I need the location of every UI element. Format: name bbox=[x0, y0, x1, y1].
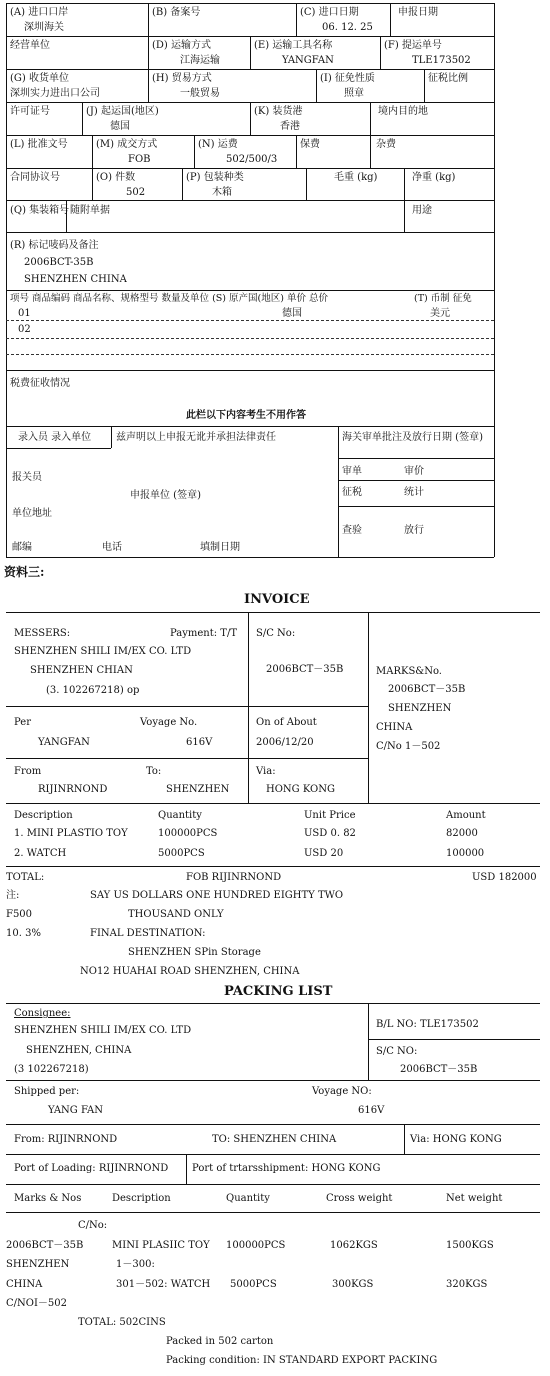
col-description: Description bbox=[112, 1193, 171, 1204]
packing-title: PACKING LIST bbox=[224, 984, 333, 999]
contract-no-label: 合同协议号 bbox=[10, 172, 60, 183]
form-rule bbox=[111, 426, 112, 448]
form-rule bbox=[148, 36, 149, 69]
form-rule bbox=[6, 290, 494, 291]
item-2-net: 320KGS bbox=[446, 1279, 488, 1290]
carton-no-label: C/No: bbox=[78, 1220, 108, 1231]
on-about-value: 2006/12/20 bbox=[256, 737, 314, 748]
buyer-line-3: (3. 102267218) op bbox=[46, 685, 140, 696]
deal-mode-label: (M) 成交方式 bbox=[96, 139, 158, 150]
goods-header-currency: (T) 币制 征免 bbox=[414, 293, 472, 304]
invoice-rule bbox=[6, 866, 540, 867]
vessel-name-label: (E) 运输工具名称 bbox=[254, 40, 333, 51]
form-rule bbox=[370, 135, 371, 168]
record-no-label: (B) 备案号 bbox=[152, 7, 201, 18]
col-net-weight: Net weight bbox=[446, 1193, 503, 1204]
invoice-title: INVOICE bbox=[244, 592, 310, 607]
unit-address-label: 单位地址 bbox=[12, 508, 52, 519]
consignee-line-3: (3 102267218) bbox=[14, 1064, 89, 1075]
levy-nature-label: (I) 征免性质 bbox=[320, 73, 375, 84]
pieces-label: (O) 件数 bbox=[96, 172, 136, 183]
declarant-seal-label: 申报单位 (签章) bbox=[130, 490, 201, 501]
invoice-rule bbox=[6, 803, 540, 804]
trade-mode-value: 一般贸易 bbox=[180, 88, 220, 99]
form-rule bbox=[182, 168, 183, 200]
section-label: 资料三: bbox=[4, 565, 45, 579]
usage-label: 用途 bbox=[412, 205, 432, 216]
import-port-value: 深圳海关 bbox=[24, 22, 64, 33]
form-rule bbox=[338, 426, 339, 557]
packing-condition: Packing condition: IN STANDARD EXPORT PACKING bbox=[166, 1355, 438, 1366]
pieces-value: 502 bbox=[126, 187, 146, 198]
loading-port-value: 香港 bbox=[280, 121, 300, 132]
form-rule bbox=[82, 102, 83, 135]
invoice-rule bbox=[368, 612, 369, 803]
deal-mode-value: FOB bbox=[128, 154, 151, 165]
final-destination-1: SHENZHEN SPin Storage bbox=[128, 947, 261, 958]
import-date-value: 06. 12. 25 bbox=[322, 22, 373, 33]
packing-rule bbox=[6, 1080, 540, 1081]
packing-rule bbox=[404, 1124, 405, 1154]
sc-no-value: 2006BCT－35B bbox=[400, 1064, 478, 1075]
sc-no-label: S/C No: bbox=[256, 628, 296, 639]
package-type-value: 木箱 bbox=[212, 187, 232, 198]
bl-no-label: (F) 提运单号 bbox=[384, 40, 442, 51]
operator-label: 经营单位 bbox=[10, 40, 50, 51]
packed-in: Packed in 502 carton bbox=[166, 1336, 274, 1347]
packing-rule bbox=[6, 1212, 540, 1213]
mark-line-1: 2006BCT－35B bbox=[6, 1240, 84, 1251]
misc-fee-label: 杂费 bbox=[376, 139, 396, 150]
marks-label: (R) 标记唛码及备注 bbox=[10, 240, 99, 251]
consignee-line-1: SHENZHEN SHILI IM/EX CO. LTD bbox=[14, 1025, 192, 1036]
approval-no-label: (L) 批准文号 bbox=[10, 139, 68, 150]
col-amount: Amount bbox=[446, 810, 486, 821]
packing-rule bbox=[6, 1003, 540, 1004]
form-rule bbox=[338, 480, 494, 481]
voyage-no-label: Voyage NO: bbox=[312, 1086, 372, 1097]
form-rule bbox=[6, 426, 494, 427]
bl-no: B/L NO: TLE173502 bbox=[376, 1019, 479, 1030]
col-gross-weight: Cross weight bbox=[326, 1193, 393, 1204]
vessel-name-value: YANGFAN bbox=[282, 55, 334, 66]
broker-label: 报关员 bbox=[12, 472, 42, 483]
to-value: SHENZHEN bbox=[166, 784, 230, 795]
note-label: 注: bbox=[6, 890, 20, 901]
via-value: HONG KONG bbox=[266, 784, 335, 795]
form-rule bbox=[148, 69, 149, 102]
form-border bbox=[6, 3, 494, 4]
form-dash bbox=[6, 320, 494, 321]
form-rule bbox=[6, 232, 494, 233]
item-1-currency: 美元 bbox=[430, 308, 450, 319]
package-type-label: (P) 包装种类 bbox=[186, 172, 244, 183]
packing-rule bbox=[368, 1003, 369, 1080]
form-rule bbox=[194, 135, 195, 168]
item-1-no: 01 bbox=[18, 308, 31, 319]
col-quantity: Quantity bbox=[158, 810, 202, 821]
from-port: From: RIJINRNOND bbox=[14, 1134, 118, 1145]
import-port-label: (A) 进口口岸 bbox=[10, 7, 69, 18]
total-label: TOTAL: bbox=[6, 872, 45, 883]
form-rule bbox=[250, 102, 251, 135]
form-rule bbox=[296, 3, 297, 36]
item-2-price: USD 20 bbox=[304, 848, 344, 859]
review-label: 审单 bbox=[342, 466, 362, 477]
price-review-label: 审价 bbox=[404, 466, 424, 477]
amount-words-2: THOUSAND ONLY bbox=[128, 909, 224, 920]
tax-ratio-label: 征税比例 bbox=[428, 73, 468, 84]
total-terms: FOB RIJINRNOND bbox=[186, 872, 282, 883]
to-label: To: bbox=[146, 766, 162, 777]
amount-words-1: SAY US DOLLARS ONE HUNDRED EIGHTY TWO bbox=[90, 890, 344, 901]
transport-mode-label: (D) 运输方式 bbox=[152, 40, 211, 51]
packing-rule bbox=[368, 1039, 540, 1040]
form-rule bbox=[338, 506, 494, 507]
declaration-statement: 兹声明以上申报无讹并承担法律责任 bbox=[116, 432, 276, 443]
buyer-line-1: SHENZHEN SHILI IM/EX CO. LTD bbox=[14, 646, 192, 657]
form-rule bbox=[404, 168, 405, 200]
packing-rule bbox=[6, 1154, 540, 1155]
form-rule bbox=[6, 200, 494, 201]
form-rule bbox=[6, 370, 494, 371]
item-1-desc: 1. MINI PLASTIO TOY bbox=[14, 828, 128, 839]
invoice-rule bbox=[6, 706, 368, 707]
item-2-qty: 5000PCS bbox=[158, 848, 205, 859]
bl-no-value: TLE173502 bbox=[412, 55, 471, 66]
packing-rule bbox=[6, 1124, 540, 1125]
form-rule bbox=[404, 200, 405, 232]
item-1-price: USD 0. 82 bbox=[304, 828, 356, 839]
form-rule bbox=[390, 3, 391, 36]
form-rule bbox=[370, 102, 371, 135]
via-port: Via: HONG KONG bbox=[410, 1134, 502, 1145]
freight-label: (N) 运费 bbox=[198, 139, 238, 150]
item-1-qty: 100000PCS bbox=[226, 1240, 286, 1251]
port-of-loading: Port of Loading: RIJINRNOND bbox=[14, 1163, 169, 1174]
port-of-transhipment: Port of trtarsshipment: HONG KONG bbox=[192, 1163, 381, 1174]
voyage-no-value: 616V bbox=[358, 1105, 385, 1116]
form-border bbox=[6, 3, 7, 557]
per-value: YANGFAN bbox=[38, 737, 90, 748]
buyer-line-2: SHENZHEN CHIAN bbox=[30, 665, 133, 676]
container-no-label: (Q) 集装箱号 bbox=[10, 205, 70, 216]
shipped-per-label: Shipped per: bbox=[14, 1086, 80, 1097]
item-2-gross: 300KGS bbox=[332, 1279, 374, 1290]
goods-header: 项号 商品编码 商品名称、规格型号 数量及单位 (S) 原产国(地区) 单价 总价 bbox=[10, 293, 328, 304]
item-1-gross: 1062KGS bbox=[330, 1240, 378, 1251]
form-rule bbox=[6, 135, 494, 136]
form-border bbox=[6, 557, 494, 558]
attached-docs-label: 随附单据 bbox=[70, 205, 110, 216]
statistics-label: 统计 bbox=[404, 487, 424, 498]
form-dash bbox=[6, 354, 494, 355]
license-no-label: 许可证号 bbox=[10, 106, 50, 117]
transport-mode-value: 江海运输 bbox=[180, 55, 220, 66]
col-marks: Marks & Nos bbox=[14, 1193, 82, 1204]
consignee-label: Consignee: bbox=[14, 1008, 71, 1019]
consignee-line-2: SHENZHEN, CHINA bbox=[26, 1045, 132, 1056]
marks-line-4: C/No 1－502 bbox=[376, 741, 441, 752]
voyage-label: Voyage No. bbox=[140, 717, 198, 728]
from-value: RIJINRNOND bbox=[38, 784, 108, 795]
form-rule bbox=[92, 135, 93, 168]
item-1-amount: 82000 bbox=[446, 828, 478, 839]
release-label: 放行 bbox=[404, 525, 424, 536]
item-1-net: 1500KGS bbox=[446, 1240, 494, 1251]
sc-no-label: S/C NO: bbox=[376, 1046, 418, 1057]
invoice-rule bbox=[248, 612, 249, 803]
customs-approval-label: 海关审单批注及放行日期 (签章) bbox=[342, 432, 483, 443]
mark-line-3: CHINA bbox=[6, 1279, 43, 1290]
total-value: USD 182000 bbox=[472, 872, 537, 883]
form-rule bbox=[92, 168, 93, 200]
item-1-country: 德国 bbox=[282, 308, 302, 319]
declare-date-label: 申报日期 bbox=[398, 7, 438, 18]
gross-weight-label: 毛重 (kg) bbox=[334, 172, 378, 183]
form-rule bbox=[6, 168, 494, 169]
tax-status-label: 税费征收情况 bbox=[10, 378, 70, 389]
f500-text: F500 bbox=[6, 909, 33, 920]
form-rule bbox=[296, 135, 297, 168]
col-unit-price: Unit Price bbox=[304, 810, 356, 821]
form-rule bbox=[316, 69, 317, 102]
inspection-label: 查验 bbox=[342, 525, 362, 536]
item-2-no: 02 bbox=[18, 324, 31, 335]
origin-country-value: 德国 bbox=[110, 121, 130, 132]
loading-port-label: (K) 装货港 bbox=[254, 106, 303, 117]
form-rule bbox=[6, 69, 494, 70]
item-2-desc: 301－502: WATCH bbox=[116, 1279, 211, 1290]
insurance-label: 保费 bbox=[300, 139, 320, 150]
form-dash bbox=[6, 338, 494, 339]
item-2-desc: 2. WATCH bbox=[14, 848, 67, 859]
on-about-label: On of About bbox=[256, 717, 317, 728]
mark-line-2: SHENZHEN bbox=[6, 1259, 70, 1270]
invoice-rule bbox=[6, 612, 540, 613]
item-2-qty: 5000PCS bbox=[230, 1279, 277, 1290]
item-2-amount: 100000 bbox=[446, 848, 485, 859]
marks-line-2: SHENZHEN bbox=[388, 703, 452, 714]
invoice-rule bbox=[6, 758, 368, 759]
voyage-value: 616V bbox=[186, 737, 213, 748]
packing-rule bbox=[6, 1184, 540, 1185]
net-weight-label: 净重 (kg) bbox=[412, 172, 456, 183]
postcode-label: 邮编 bbox=[12, 542, 32, 553]
consignee-unit-label: (G) 收货单位 bbox=[10, 73, 69, 84]
levy-label: 征税 bbox=[342, 487, 362, 498]
col-description: Description bbox=[14, 810, 73, 821]
fill-date-label: 填制日期 bbox=[200, 542, 240, 553]
to-port: TO: SHENZHEN CHINA bbox=[212, 1134, 337, 1145]
item-1-qty: 100000PCS bbox=[158, 828, 218, 839]
sc-no-value: 2006BCT－35B bbox=[266, 664, 344, 675]
item-1-desc: MINI PLASIIC TOY bbox=[112, 1240, 210, 1251]
trade-mode-label: (H) 贸易方式 bbox=[152, 73, 212, 84]
form-rule bbox=[250, 36, 251, 69]
marks-label: MARKS&No. bbox=[376, 666, 442, 677]
rate-text: 10. 3% bbox=[6, 928, 41, 939]
form-rule bbox=[306, 168, 307, 200]
form-rule bbox=[380, 36, 381, 69]
marks-line-1: 2006BCT－35B bbox=[388, 684, 466, 695]
origin-country-label: (J) 起运国(地区) bbox=[86, 106, 159, 117]
marks-line-2: SHENZHEN CHINA bbox=[24, 274, 127, 285]
item-1-range: 1－300: bbox=[116, 1259, 155, 1270]
via-label: Via: bbox=[256, 766, 276, 777]
from-label: From bbox=[14, 766, 42, 777]
packing-rule bbox=[186, 1154, 187, 1184]
freight-value: 502/500/3 bbox=[226, 154, 278, 165]
entry-clerk-label: 录入员 录入单位 bbox=[18, 432, 92, 443]
levy-nature-value: 照章 bbox=[344, 88, 364, 99]
marks-line-1: 2006BCT-35B bbox=[24, 257, 94, 268]
form-border bbox=[494, 3, 495, 557]
consignee-unit-value: 深圳实力进出口公司 bbox=[10, 88, 100, 99]
final-destination-label: FINAL DESTINATION: bbox=[90, 928, 206, 939]
marks-line-3: CHINA bbox=[376, 722, 413, 733]
shipped-per-value: YANG FAN bbox=[48, 1105, 104, 1116]
notice-text: 此栏以下内容考生不用作答 bbox=[186, 410, 306, 421]
form-rule bbox=[148, 3, 149, 36]
form-rule bbox=[338, 458, 494, 459]
domestic-dest-label: 境内目的地 bbox=[378, 106, 428, 117]
per-label: Per bbox=[14, 717, 31, 728]
total-cartons: TOTAL: 502CINS bbox=[78, 1317, 166, 1328]
mark-line-4: C/NOI－502 bbox=[6, 1298, 68, 1309]
import-date-label: (C) 进口日期 bbox=[300, 7, 359, 18]
col-quantity: Quantity bbox=[226, 1193, 270, 1204]
form-rule bbox=[424, 69, 425, 102]
messers-label: MESSERS: bbox=[14, 628, 71, 639]
phone-label: 电话 bbox=[102, 542, 122, 553]
form-rule bbox=[6, 448, 111, 449]
payment-terms: Payment: T/T bbox=[170, 628, 238, 639]
final-destination-2: NO12 HUAHAI ROAD SHENZHEN, CHINA bbox=[80, 966, 300, 977]
